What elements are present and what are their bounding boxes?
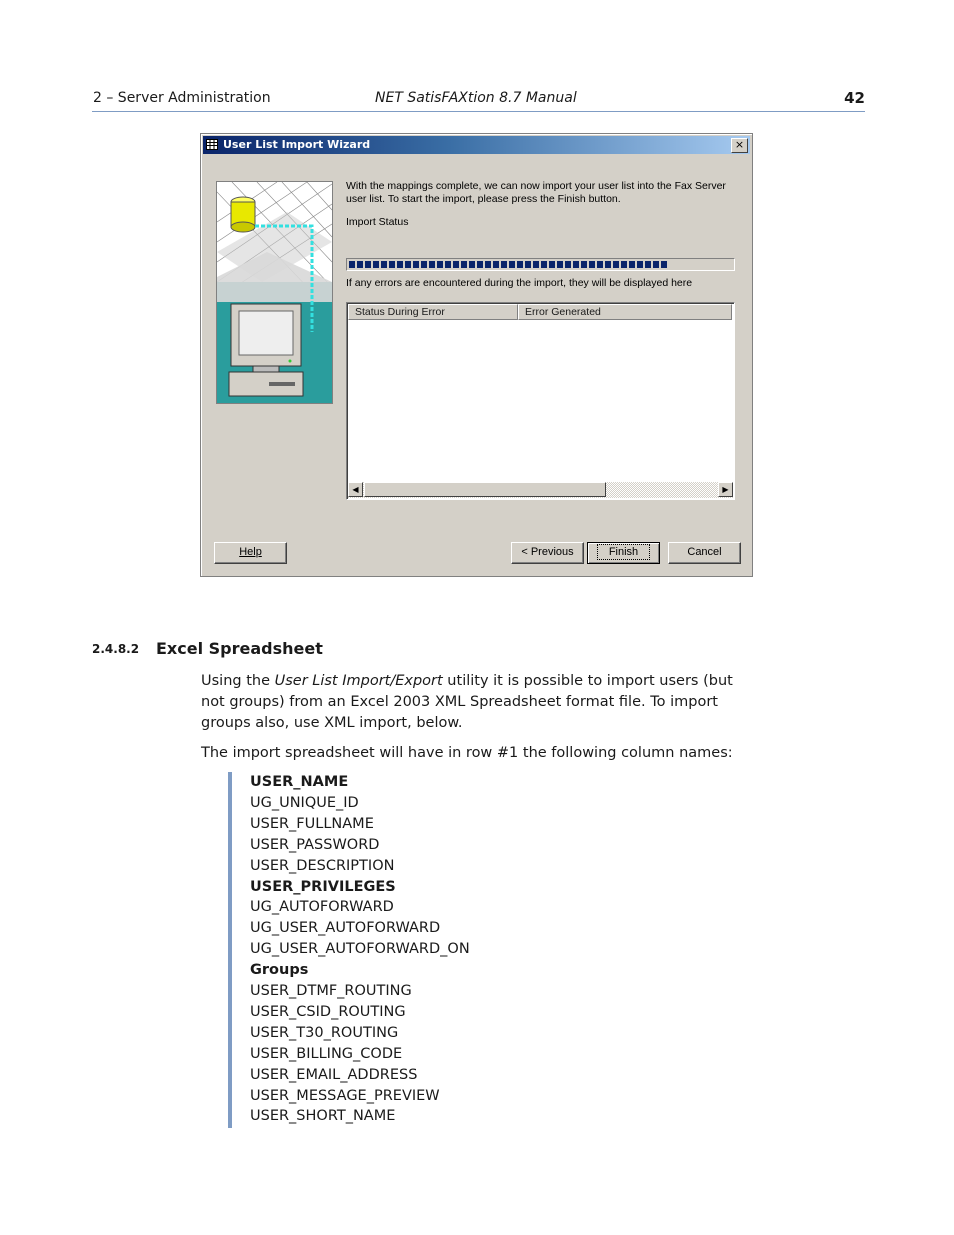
cancel-button[interactable]: Cancel [668, 542, 741, 564]
chapter-label: 2 – Server Administration [93, 90, 271, 106]
column-names-list [228, 772, 632, 1128]
column-names-intro: The import spreadsheet will have in row #1 the following column names: [201, 745, 733, 761]
para1-start: Using the [201, 673, 275, 689]
dialog-titlebar[interactable] [203, 136, 750, 154]
wizard-illustration [216, 181, 333, 404]
table-icon [206, 139, 218, 150]
finish-button[interactable] [587, 542, 660, 564]
column-name-item: USER_DESCRIPTION [250, 857, 395, 874]
intro-line-2: user list. To start the import, please press the Finish button. [346, 193, 621, 205]
previous-button[interactable]: < Previous [511, 542, 584, 564]
computer-database-illustration [217, 182, 332, 403]
scroll-right-icon[interactable]: ▶ [718, 482, 733, 497]
help-button[interactable] [214, 542, 287, 564]
page-header [92, 89, 865, 112]
horizontal-scrollbar[interactable] [348, 482, 733, 498]
column-name-item: UG_USER_AUTOFORWARD_ON [250, 941, 470, 958]
import-progress-bar [346, 258, 735, 271]
column-name-item: USER_CSID_ROUTING [250, 1003, 406, 1020]
utility-name: User List Import/Export [274, 673, 443, 689]
column-header-error[interactable]: Error Generated [518, 304, 732, 320]
scroll-left-icon[interactable]: ◀ [348, 482, 363, 497]
help-button-label: Help [239, 546, 262, 558]
import-status-label: Import Status [346, 216, 409, 228]
finish-button-label: Finish [599, 546, 648, 558]
scroll-thumb[interactable] [364, 482, 606, 497]
intro-line-1: With the mappings complete, we can now import your user list into the Fax Server [346, 180, 726, 192]
intro-paragraph [201, 671, 761, 734]
progress-fill [349, 261, 667, 268]
column-name-item: UG_UNIQUE_ID [250, 794, 359, 811]
column-name-item: USER_SHORT_NAME [250, 1108, 396, 1125]
para1-end: utility it is possible to import users (but not groups) from an Excel 2003 XML Spreadsheet format file. To import groups also, use XML import, below. [201, 673, 733, 731]
column-name-item: USER_NAME [250, 774, 349, 790]
column-name-item: USER_BILLING_CODE [250, 1045, 403, 1062]
column-name-item: UG_USER_AUTOFORWARD [250, 920, 441, 937]
column-name-item: Groups [250, 962, 309, 979]
error-note: If any errors are encountered during the import, they will be displayed here [346, 277, 693, 289]
column-name-item: USER_PASSWORD [250, 836, 380, 853]
column-name-item: USER_PRIVILEGES [250, 878, 396, 895]
error-list[interactable] [346, 302, 735, 500]
import-wizard-dialog [200, 133, 753, 577]
page-number: 42 [844, 89, 865, 107]
column-name-item: UG_AUTOFORWARD [250, 899, 394, 916]
close-button[interactable]: × [731, 138, 748, 153]
column-header-status[interactable]: Status During Error [348, 304, 518, 320]
column-name-item: USER_MESSAGE_PREVIEW [250, 1087, 440, 1104]
column-name-item: USER_FULLNAME [250, 815, 374, 832]
column-name-item: USER_EMAIL_ADDRESS [250, 1066, 418, 1083]
dialog-title: User List Import Wizard [223, 138, 371, 151]
column-name-item: USER_DTMF_ROUTING [250, 983, 412, 999]
column-name-item: USER_T30_ROUTING [250, 1024, 399, 1041]
manual-title: NET SatisFAXtion 8.7 Manual [375, 90, 577, 106]
section-number: 2.4.8.2 [92, 642, 140, 656]
section-title: Excel Spreadsheet [156, 639, 323, 658]
